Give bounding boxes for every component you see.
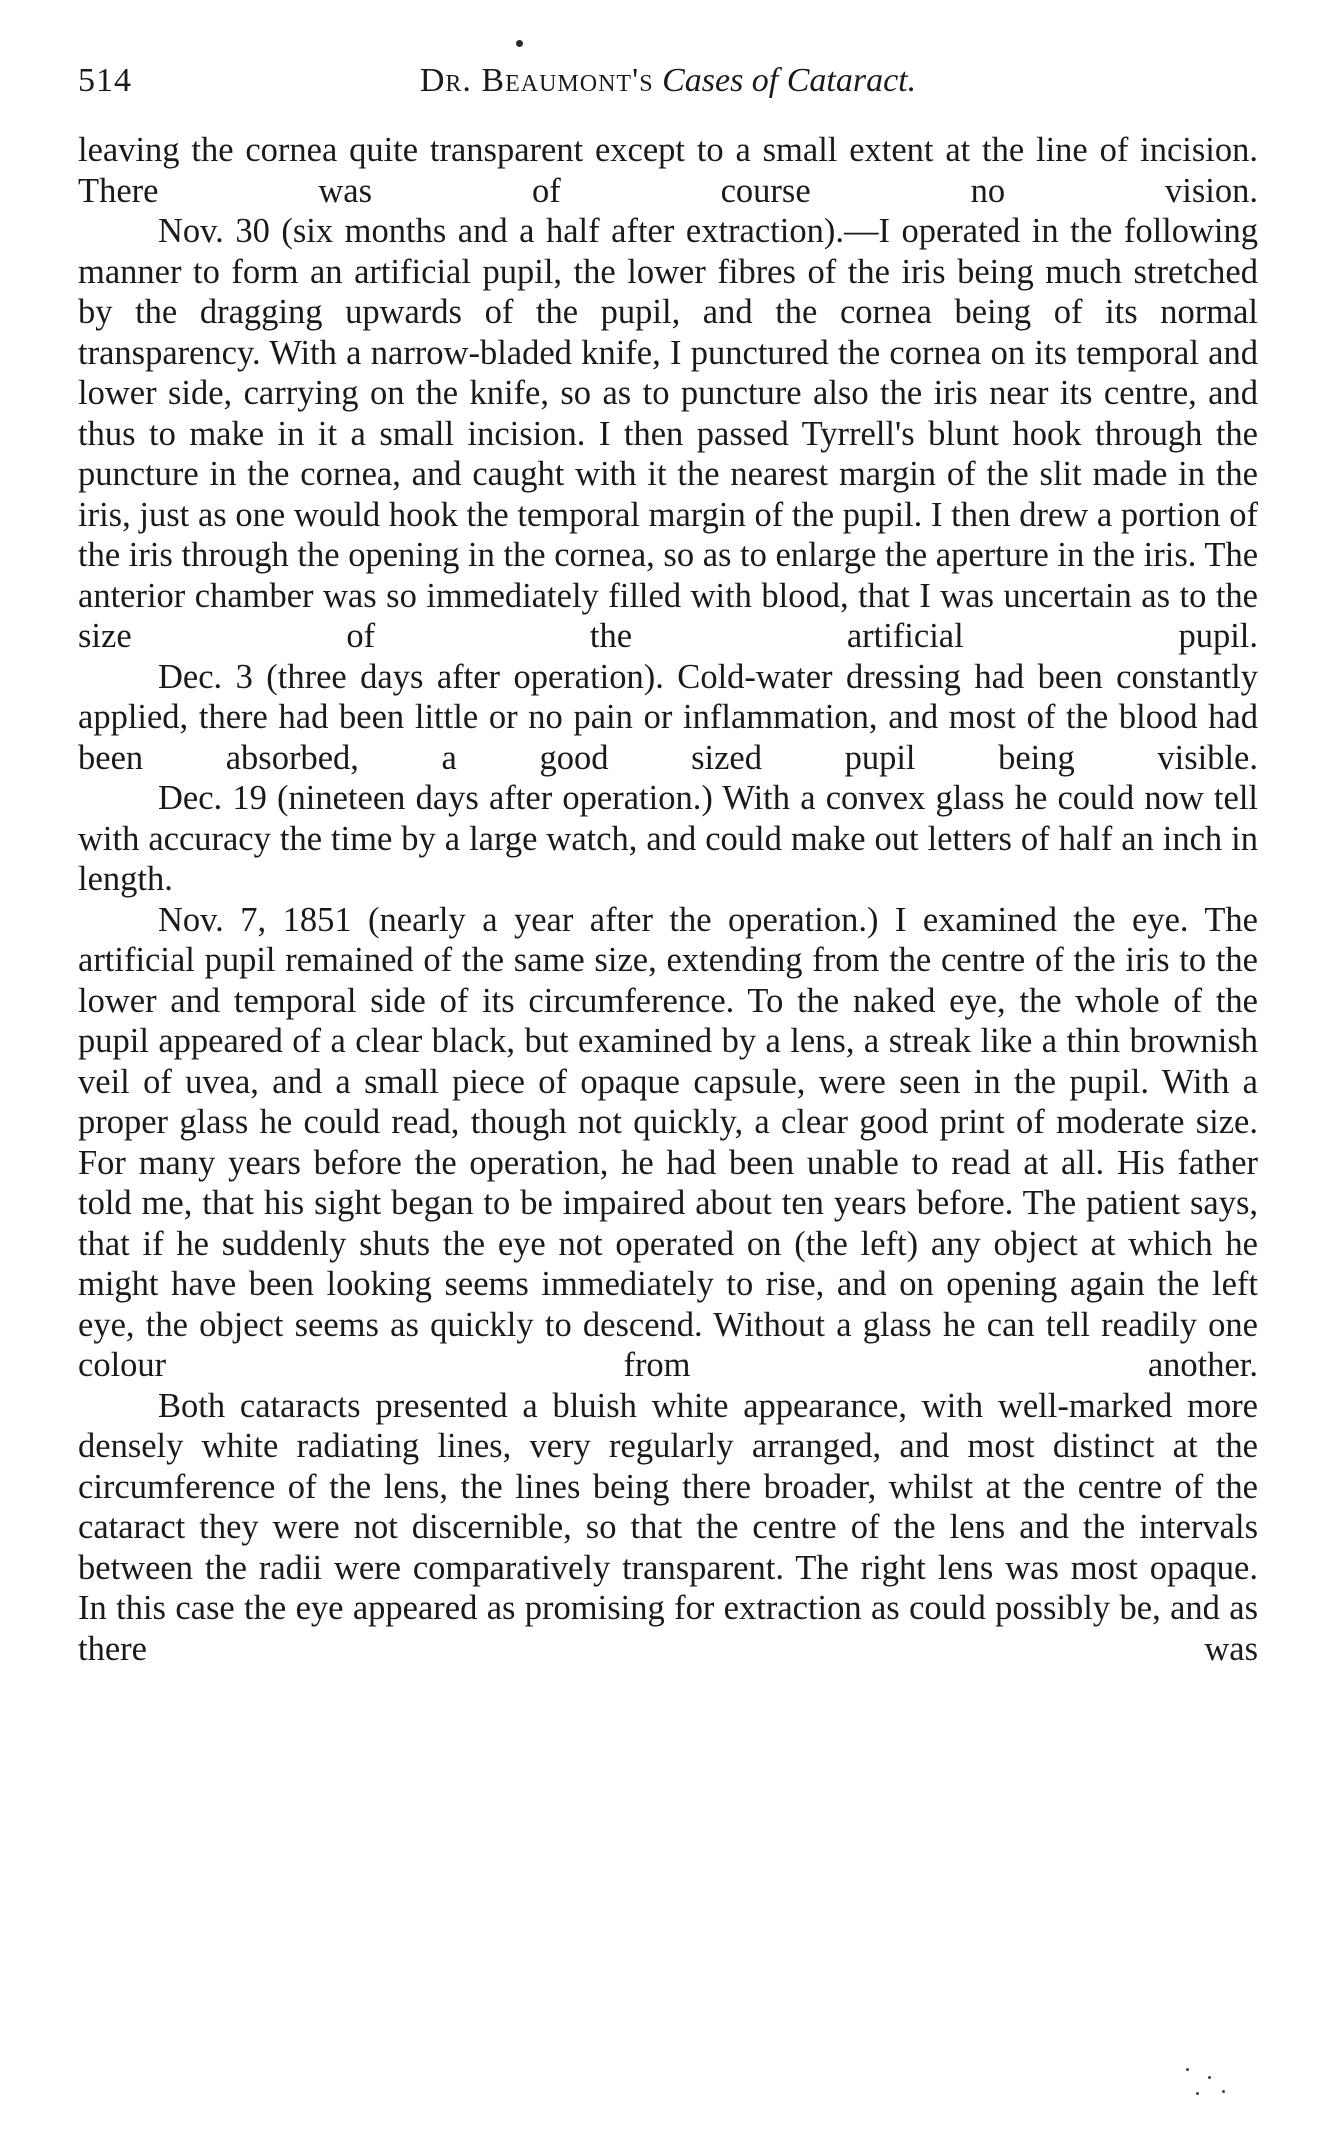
page-number: 514: [78, 62, 132, 99]
body-text: [78, 130, 1258, 1669]
paragraph-dec-19: Dec. 19 (nineteen days after operation.) With a convex glass he could now tell with accuracy the time by a large watch, and could make out letters of half an inch in length.: [78, 779, 1258, 898]
ink-speck: [1208, 2076, 1211, 2079]
ink-speck: [1196, 2092, 1199, 2095]
paragraph-continuation: leaving the cornea quite transparent except to a small extent at the line of incision. There was of course no vision.: [78, 131, 1258, 210]
running-title: [78, 62, 1258, 100]
ink-speck: [1222, 2090, 1225, 2093]
paragraph-dec-3: Dec. 3 (three days after operation). Cold-water dressing had been constantly applied, there had been little or no pain or inflammation, and most of the blood had been absorbed, a good sized pupil being visible.: [78, 657, 1258, 777]
book-page: [78, 40, 1258, 2130]
margin-specks: [1178, 2062, 1238, 2102]
paragraph-nov-7-1851: Nov. 7, 1851 (nearly a year after the operation.) I examined the eye. The artificial pupil remained of the same size, extending from the centre of the iris to the lower and temporal side of its circumference. To the naked eye, the whole of the pupil appeared of a clear black, but examined by a lens, a streak like a thin brownish veil of uvea, and a small piece of opaque capsule, were seen in the pupil. With a proper glass he could read, though not quickly, a clear good print of moderate size. For many years before the operation, he had been unable to read at all. His father told me, that his sight began to be impaired about ten years before. The patient says, that if he suddenly shuts the eye not operated on (the left) any object at which he might have been looking seems immediately to rise, and on opening again the left eye, the object seems as quickly to descend. Without a glass he can tell readily one colour from another.: [78, 900, 1258, 1384]
running-title-author: Dr. Beaumont's: [419, 62, 654, 99]
paragraph-nov-30: Nov. 30 (six months and a half after extraction).—I operated in the following manner to form an artificial pupil, the lower fibres of the iris being much stretched by the dragging upwards of the pupil, and the cornea being of its normal transparency. With a narrow-bladed knife, I punctured the cornea on its temporal and lower side, carrying on the knife, so as to puncture also the iris near its centre, and thus to make in it a small incision. I then passed Tyrrell's blunt hook through the puncture in the cornea, and caught with it the nearest margin of the slit made in the iris, just as one would hook the temporal margin of the pupil. I then drew a portion of the iris through the opening in the cornea, so as to enlarge the aperture in the iris. The anterior chamber was so immediately filled with blood, that I was uncertain as to the size of the artificial pupil.: [78, 212, 1259, 655]
ink-speck: [1186, 2068, 1189, 2071]
paragraph-both-cataracts: Both cataracts presented a bluish white appearance, with well-marked more densely white radiating lines, very regularly arranged, and most distinct at the circumference of the lens, the lines being there broader, whilst at the centre of the cataract they were not discernible, so that the centre of the lens and the intervals between the radii were comparatively transparent. The right lens was most opaque. In this case the eye appeared as promising for extraction as could possibly be, and as there was: [78, 1386, 1258, 1668]
running-header: [78, 40, 1258, 126]
running-title-text: Cases of Cataract.: [662, 62, 917, 99]
